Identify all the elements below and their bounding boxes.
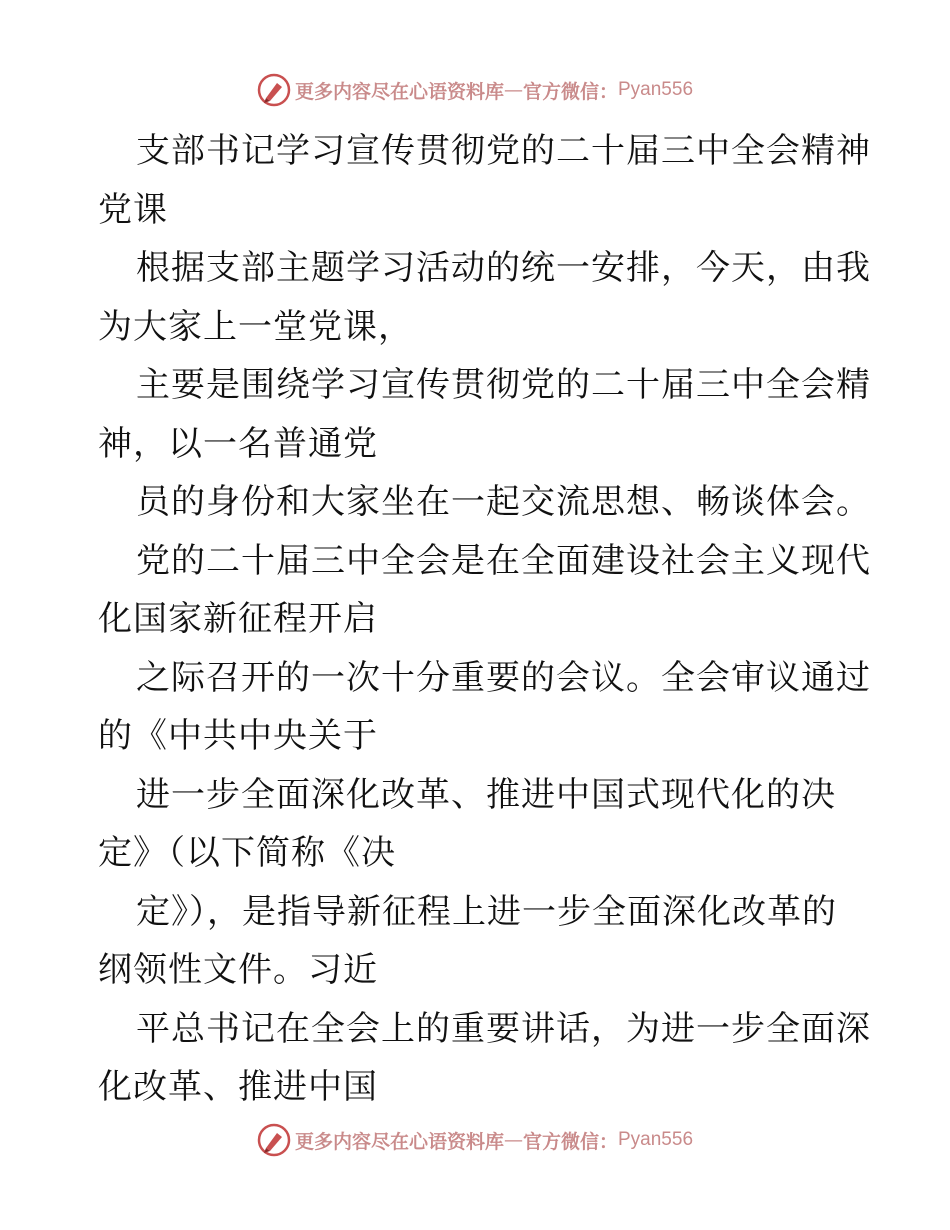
- watermark-text: 更多内容尽在心语资料库: [294, 80, 504, 103]
- body-line: 党课: [98, 189, 168, 230]
- body-line: 纲领性文件。习近: [98, 950, 378, 990]
- pen-logo-icon: [257, 1123, 291, 1157]
- footer-watermark: [0, 1120, 950, 1160]
- body-line: 为大家上一堂党课，: [98, 306, 413, 347]
- body-line: 支部书记学习宣传贯彻党的二十届三中全会精神: [136, 131, 871, 171]
- watermark-separator: —: [503, 1129, 523, 1151]
- body-line: 党的二十届三中全会是在全面建设社会主义现代: [136, 540, 871, 581]
- watermark-label: 官方微信：: [522, 80, 618, 103]
- body-line: 的《中共中央关于: [98, 716, 378, 756]
- watermark-label: 官方微信：: [522, 1130, 618, 1153]
- body-line: 化改革、推进中国: [98, 1067, 378, 1107]
- body-line: 主要是围绕学习宣传贯彻党的二十届三中全会精: [136, 365, 871, 405]
- body-line: 神，以一名普通党: [98, 423, 378, 464]
- watermark-separator: —: [503, 79, 523, 101]
- document-body: [98, 122, 871, 1117]
- body-line: 化国家新征程开启: [98, 599, 378, 639]
- watermark-id: Pyan556: [618, 79, 694, 100]
- body-line: 之际召开的一次十分重要的会议。全会审议通过: [136, 657, 871, 698]
- header-watermark: [0, 70, 950, 110]
- body-line: 定》），是指导新征程上进一步全面深化改革的: [136, 891, 837, 932]
- body-line: 员的身份和大家坐在一起交流思想、畅谈体会。: [136, 482, 871, 522]
- pen-logo-icon: [257, 73, 291, 107]
- body-line: 根据支部主题学习活动的统一安排，今天，由我: [136, 248, 871, 288]
- body-line: 进一步全面深化改革、推进中国式现代化的决: [136, 774, 836, 815]
- watermark-id: Pyan556: [618, 1129, 694, 1150]
- watermark-text: 更多内容尽在心语资料库: [294, 1130, 504, 1153]
- body-line: 平总书记在全会上的重要讲话，为进一步全面深: [136, 1008, 871, 1049]
- body-line: 定》（以下简称《决: [98, 833, 396, 873]
